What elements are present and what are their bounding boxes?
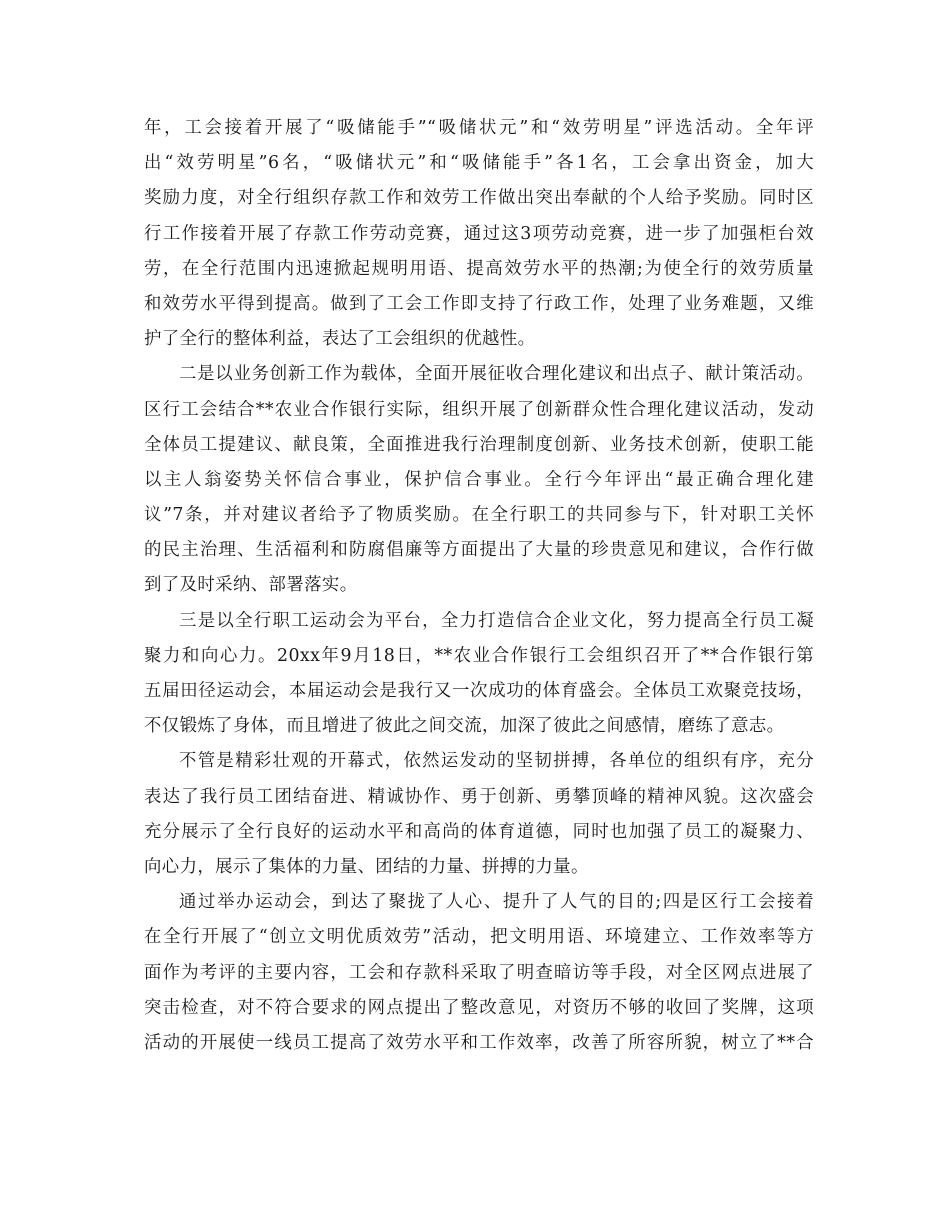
text-line: 出“效劳明星”6名，“吸储状元”和“吸储能手”各1名，工会拿出资金，加大 xyxy=(144,153,814,174)
document-body xyxy=(144,111,814,1061)
text-line: 区行工会结合**农业合作银行实际，组织开展了创新群众性合理化建议活动，发动 xyxy=(144,399,814,420)
text-line: 活动的开展使一线员工提高了效劳水平和工作效率，改善了所容所貌，树立了**合 xyxy=(144,1032,814,1053)
text-line: 行工作接着开展了存款工作劳动竞赛，通过这3项劳动竞赛，进一步了加强柜台效 xyxy=(144,223,814,244)
text-line: 三是以全行职工运动会为平台，全力打造信合企业文化，努力提高全行员工凝 xyxy=(179,610,814,631)
text-line: 五届田径运动会，本届运动会是我行又一次成功的体育盛会。全体员工欢聚竞技场， xyxy=(144,681,814,701)
text-line: 到了及时采纳、部署落实。 xyxy=(144,575,358,596)
text-line: 二是以业务创新工作为载体，全面开展征收合理化建议和出点子、献计策活动。 xyxy=(179,364,814,385)
text-line: 护了全行的整体利益，表达了工会组织的优越性。 xyxy=(144,329,536,350)
text-line: 奖励力度，对全行组织存款工作和效劳工作做出突出奉献的个人给予奖励。同时区 xyxy=(144,188,814,209)
text-line: 劳，在全行范围内迅速掀起规明用语、提高效劳水平的热潮;为使全行的效劳质量 xyxy=(144,258,814,279)
text-line: 年，工会接着开展了“吸储能手”“吸储状元”和“效劳明星”评选活动。全年评 xyxy=(144,118,814,138)
text-line: 和效劳水平得到提高。做到了工会工作即支持了行政工作，处理了业务难题，又维 xyxy=(144,293,814,314)
text-line: 在全行开展了“创立文明优质效劳”活动，把文明用语、环境建立、工作效率等方 xyxy=(144,927,814,948)
text-line: 面作为考评的主要内容，工会和存款科采取了明查暗访等手段，对全区网点进展了 xyxy=(144,962,814,983)
text-line: 的民主治理、生活福利和防腐倡廉等方面提出了大量的珍贵意见和建议，合作行做 xyxy=(144,540,814,561)
text-line: 向心力，展示了集体的力量、团结的力量、拼搏的力量。 xyxy=(144,856,589,877)
text-line: 全体员工提建议、献良策，全面推进我行治理制度创新、业务技术创新，使职工能 xyxy=(144,434,814,455)
text-line: 聚力和向心力。20xx年9月18日，**农业合作银行工会组织召开了**合作银行第 xyxy=(144,645,814,666)
text-line: 突击检查，对不符合要求的网点提出了整改意见，对资历不够的收回了奖牌，这项 xyxy=(144,997,814,1018)
text-line: 表达了我行员工团结奋进、精诚协作、勇于创新、勇攀顶峰的精神风貌。这次盛会 xyxy=(144,786,814,807)
text-line: 通过举办运动会，到达了聚拢了人心、提升了人气的目的;四是区行工会接着 xyxy=(179,892,814,913)
text-line: 议”7条，并对建议者给予了物质奖励。在全行职工的共同参与下，针对职工关怀 xyxy=(144,505,814,526)
text-line: 充分展示了全行良好的运动水平和高尚的体育道德，同时也加强了员工的凝聚力、 xyxy=(144,821,814,842)
text-line: 以主人翁姿势关怀信合事业，保护信合事业。全行今年评出“最正确合理化建 xyxy=(144,469,814,490)
text-line: 不管是精彩壮观的开幕式，依然运发动的坚韧拼搏，各单位的组织有序，充分 xyxy=(179,751,814,772)
text-line: 不仅锻炼了身体，而且增进了彼此之间交流，加深了彼此之间感情，磨练了意志。 xyxy=(144,716,785,737)
